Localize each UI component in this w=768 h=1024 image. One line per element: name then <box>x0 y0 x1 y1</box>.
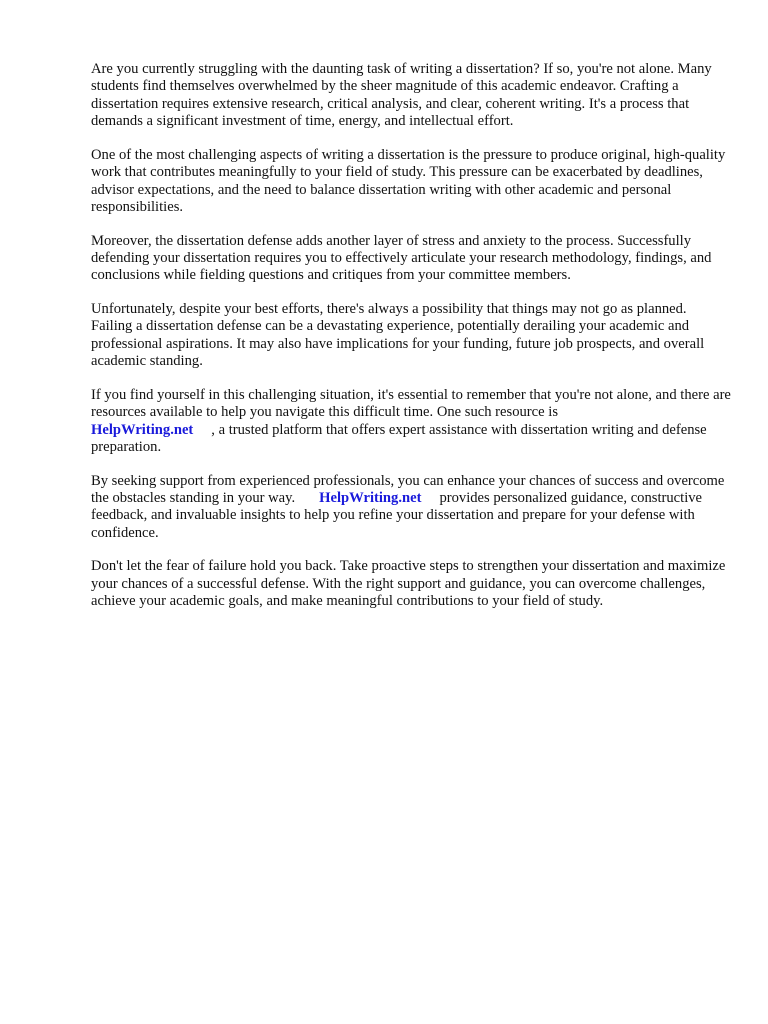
paragraph-closing: Don't let the fear of failure hold you back. Take proactive steps to strengthen your dissertation and maximize your chances of a successful defense. With the right support and guidance, you can overcome challenges, achieve your academic goals, and make meaningful contributions to your field of study. <box>91 558 726 610</box>
paragraph-support <box>91 473 731 543</box>
paragraph-support-text-after: provides personalized guidance, constructive feedback, and invaluable insights to help you refine your dissertation and prepare for your defense with confidence. <box>91 490 703 541</box>
paragraph-intro: Are you currently struggling with the daunting task of writing a dissertation? If so, you're not alone. Many students find themselves overwhelmed by the sheer magnitude of this academic endeavor. Crafting a dissertation requires extensive research, critical analysis, and clear, coherent writing. It's a process that demands a significant investment of time, energy, and intellectual effort. <box>91 61 712 130</box>
paragraph-challenges: One of the most challenging aspects of writing a dissertation is the pressure to produce original, high-quality work that contributes meaningfully to your field of study. This pressure can be exacerbated by deadlines, advisor expectations, and the need to balance dissertation writing with other academic and personal responsibilities. <box>91 146 726 216</box>
paragraph-defense: Moreover, the dissertation defense adds another layer of stress and anxiety to the process. Successfully defending your dissertation requires you to effectively articulate your research methodology, findings, and conclusions while fielding questions and critiques from your committee members. <box>91 232 712 284</box>
paragraph-resource-text-after: , a trusted platform that offers expert assistance with dissertation writing and defense preparation. <box>91 421 707 456</box>
paragraph-failure: Unfortunately, despite your best efforts, there's always a possibility that things may not go as planned. Failing a dissertation defense can be a devastating experience, potentially derailing your academic and professional aspirations. It may also have implications for your funding, future job prospects, and overall academic standing. <box>91 301 705 370</box>
helpwriting-link-1[interactable]: HelpWriting.net <box>91 421 194 438</box>
paragraph-resource-text-before: If you find yourself in this challenging situation, it's essential to remember that you're not alone, and there are resources available to help you navigate this difficult time. One such resource is <box>91 386 731 421</box>
paragraph-resource <box>91 387 731 457</box>
helpwriting-link-2[interactable]: HelpWriting.net <box>319 490 422 507</box>
document-body <box>91 61 731 627</box>
paragraph-support-text-before: By seeking support from experienced professionals, you can enhance your chances of success and overcome the obstacles standing in your way. <box>91 472 725 507</box>
